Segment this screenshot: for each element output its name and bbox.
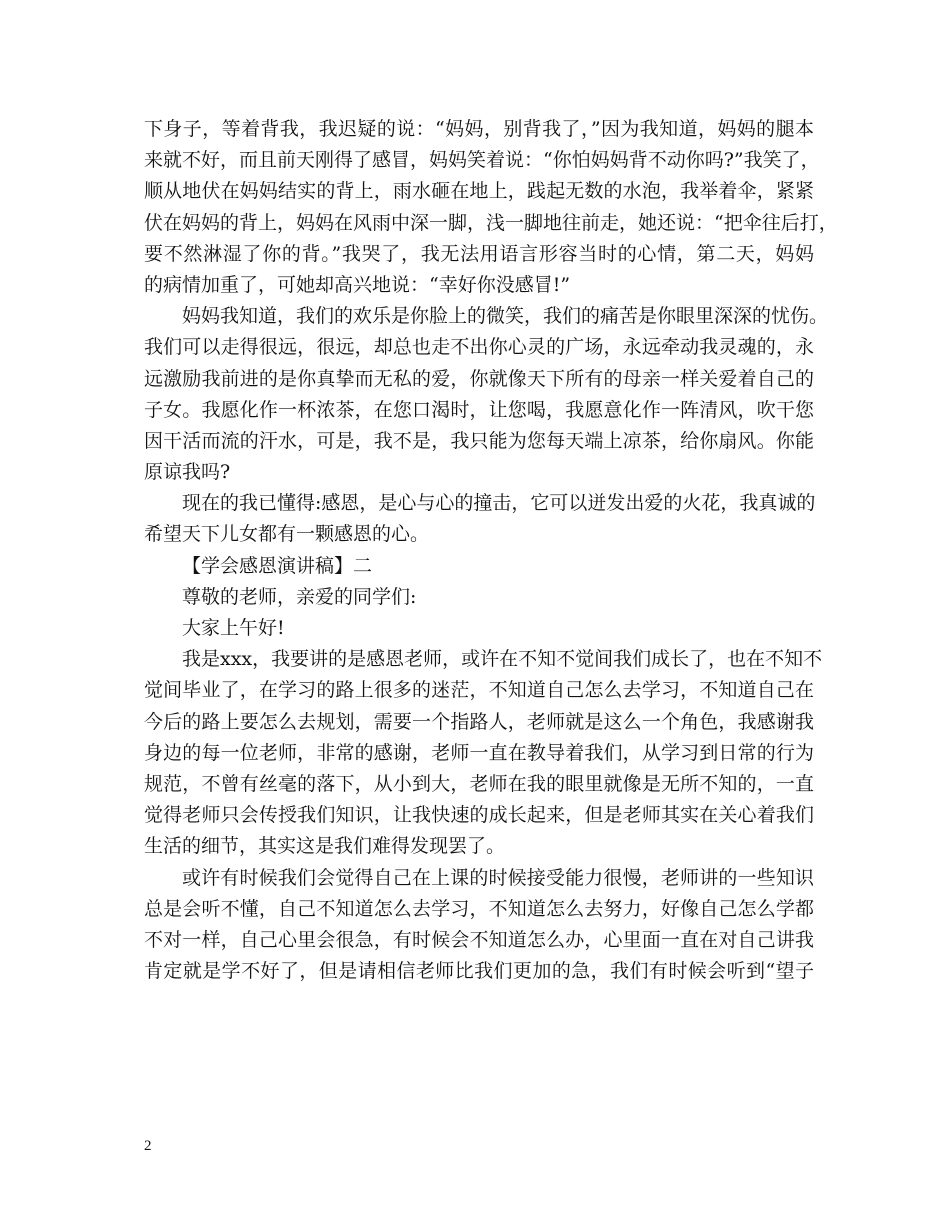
- text-line: 现在的我已懂得:感恩，是心与心的撞击，它可以迸发出爱的火花，我真诚的: [182, 492, 816, 515]
- text-line: 原谅我吗?: [144, 461, 231, 484]
- text-line: 规范，不曾有丝毫的落下，从小到大，老师在我的眼里就像是无所不知的，一直: [144, 772, 814, 795]
- text-line: 来就不好，而且前天刚得了感冒，妈妈笑着说：“你怕妈妈背不动你吗?”我笑了，: [144, 149, 820, 172]
- section-heading: [144, 551, 814, 582]
- text-line: 生活的细节，其实这是我们难得发现罢了。: [144, 835, 506, 858]
- text-line: 希望天下儿女都有一颗感恩的心。: [144, 523, 430, 546]
- text-line: 身边的每一位老师，非常的感谢，老师一直在教导着我们，从学习到日常的行为: [144, 741, 814, 764]
- paragraph: [144, 301, 829, 488]
- paragraph: [144, 488, 814, 550]
- text-line: 觉得老师只会传授我们知识，让我快速的成长起来，但是老师其实在关心着我们: [144, 804, 814, 827]
- paragraph: [144, 863, 814, 988]
- text-line: 顺从地伏在妈妈结实的背上，雨水砸在地上，践起无数的水泡，我举着伞，紧紧: [144, 180, 814, 203]
- text-line: 妈妈我知道，我们的欢乐是你脸上的微笑，我们的痛苦是你眼里深深的忧伤。: [182, 305, 829, 328]
- text-line: 今后的路上要怎么去规划，需要一个指路人，老师就是这么一个角色，我感谢我: [144, 710, 814, 733]
- text-line: 肯定就是学不好了，但是请相信老师比我们更加的急，我们有时候会听到“望子: [144, 960, 814, 983]
- page-number: 2: [144, 1138, 152, 1154]
- text-line: 因干活而流的汗水，可是，我不是，我只能为您每天端上凉茶，给你扇风。你能: [144, 429, 814, 452]
- text-line: 我是xxx，我要讲的是感恩老师，或许在不知不觉间我们成长了，也在不知不: [182, 648, 823, 671]
- text-line: 大家上午好!: [182, 617, 285, 639]
- salutation: [144, 582, 814, 613]
- text-line: 觉间毕业了，在学习的路上很多的迷茫，不知道自己怎么去学习，不知道自己在: [144, 679, 814, 702]
- text-line: 或许有时候我们会觉得自己在上课的时候接受能力很慢，老师讲的一些知识: [182, 866, 814, 889]
- text-line: 【学会感恩演讲稿】二: [182, 554, 373, 577]
- text-line: 远激励我前进的是你真挚而无私的爱，你就像天下所有的母亲一样关爱着自己的: [144, 367, 814, 390]
- text-line: 不对一样，自己心里会很急，有时候会不知道怎么办，心里面一直在对自己讲我: [144, 928, 814, 951]
- text-line: 下身子，等着背我，我迟疑的说：“妈妈，别背我了，”因为我知道，妈妈的腿本: [144, 118, 814, 140]
- greeting: [144, 613, 814, 644]
- text-line: 尊敬的老师，亲爱的同学们:: [182, 585, 417, 608]
- text-line: 子女。我愿化作一杯浓茶，在您口渴时，让您喝，我愿意化作一阵清风，吹干您: [144, 398, 814, 421]
- text-line: 要不然淋湿了你的背。”我哭了，我无法用语言形容当时的心情，第二天，妈妈: [144, 242, 814, 265]
- paragraph: [144, 644, 823, 862]
- text-line: 的病情加重了，可她却高兴地说：“幸好你没感冒!”: [144, 273, 571, 296]
- text-line: 总是会听不懂，自己不知道怎么去学习，不知道怎么去努力，好像自己怎么学都: [144, 897, 814, 920]
- paragraph: [144, 114, 838, 301]
- text-line: 伏在妈妈的背上，妈妈在风雨中深一脚，浅一脚地往前走，她还说：“把伞往后打，: [144, 211, 838, 234]
- text-line: 我们可以走得很远，很远，却总也走不出你心灵的广场，永远牵动我灵魂的，永: [144, 336, 814, 359]
- document-body: [144, 114, 838, 987]
